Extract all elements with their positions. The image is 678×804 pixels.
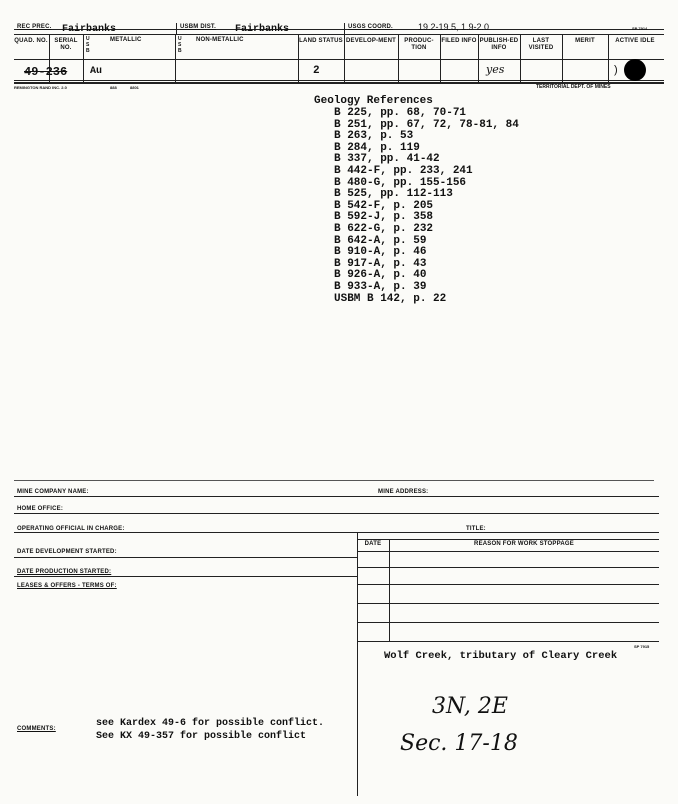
- reference-item: B 337, pp. 41-42: [334, 153, 440, 166]
- printer-code-1: 888: [110, 85, 117, 90]
- reference-item: B 542-F, p. 205: [334, 199, 434, 212]
- quad-no-label: QUAD. NO.: [14, 38, 48, 44]
- geology-references: [314, 94, 519, 305]
- reference-item: B 480-G, pp. 155-156: [334, 176, 467, 189]
- section-note: Sec. 17-18: [400, 731, 518, 756]
- development-label: DEVELOP-MENT: [345, 38, 397, 44]
- usbm-letters-2: U S B: [178, 36, 182, 54]
- rec-prec-label: REC PREC.: [17, 24, 52, 30]
- reference-item: B 622-G, p. 232: [334, 222, 434, 235]
- location-text: Wolf Creek, tributary of Cleary Creek: [384, 650, 618, 662]
- reference-item: B 642-A, p. 59: [334, 234, 427, 247]
- township-note: 3N, 2E: [432, 694, 508, 719]
- usbm-letters: U S B: [86, 36, 90, 54]
- reference-item: B 933-A, p. 39: [334, 280, 427, 293]
- active-idle-label: ACTIVE IDLE: [615, 38, 655, 44]
- usgs-coord-label: USGS COORD.: [348, 24, 393, 30]
- reference-item: B 442-F, pp. 233, 241: [334, 164, 473, 177]
- printer-code-2: 8801: [130, 85, 139, 90]
- mine-address-label: MINE ADDRESS:: [378, 489, 429, 495]
- reference-item: B 910-A, p. 46: [334, 246, 427, 259]
- agency-label: TERRITORIAL DEPT. OF MINES: [536, 84, 611, 90]
- comment-1: see Kardex 49-6 for possible conflict.: [96, 718, 325, 729]
- mine-company-label: MINE COMPANY NAME:: [17, 489, 89, 495]
- reference-item: B 525, pp. 112-113: [334, 188, 453, 201]
- usbm-dist-value: Fairbanks: [235, 24, 290, 35]
- comments-label: COMMENTS:: [17, 726, 56, 732]
- last-visited-label: LAST VISITED: [528, 38, 554, 51]
- active-check-mark: ): [614, 64, 618, 76]
- printer-note: REMINGTON RAND INC. 2.0: [14, 85, 67, 90]
- title-label: TITLE:: [466, 526, 486, 532]
- reference-item: B 251, pp. 67, 72, 78-81, 84: [334, 118, 519, 131]
- form-code: SP 7914: [632, 26, 648, 31]
- references-list: [314, 108, 519, 305]
- rec-prec-value: Fairbanks: [62, 24, 117, 35]
- usbm-dist-label: USBM DIST.: [180, 24, 217, 30]
- reference-item: USBM B 142, p. 22: [334, 292, 447, 305]
- usgs-coord-value: 19.2-19.5, 1.9-2.0: [418, 22, 490, 32]
- references-title: Geology References: [314, 95, 433, 107]
- metallic-label: METALLIC: [110, 37, 142, 43]
- reason-col-label: REASON FOR WORK STOPPAGE: [474, 541, 574, 547]
- prod-started-label: DATE PRODUCTION STARTED:: [17, 569, 112, 575]
- reference-item: B 592-J, p. 358: [334, 211, 434, 224]
- reference-item: B 917-A, p. 43: [334, 257, 427, 270]
- operating-official-label: OPERATING OFFICIAL IN CHARGE:: [17, 526, 125, 532]
- home-office-label: HOME OFFICE:: [17, 506, 64, 512]
- comment-2: See KX 49-357 for possible conflict: [96, 731, 307, 742]
- quad-serial-value: 49-236: [24, 65, 68, 79]
- land-status-label: LAND STATUS: [299, 38, 343, 44]
- form-code-2: SP 7915: [634, 644, 650, 649]
- filed-info-label: FILED INFO: [441, 38, 477, 44]
- reference-item: B 926-A, p. 40: [334, 269, 427, 282]
- published-info-label: PUBLISH-ED INFO: [479, 38, 519, 51]
- reference-item: B 284, p. 119: [334, 141, 420, 154]
- reference-item: B 225, pp. 68, 70-71: [334, 107, 467, 119]
- land-status-value: 2: [313, 65, 320, 77]
- non-metallic-label: NON-METALLIC: [196, 37, 244, 43]
- metallic-value: Au: [90, 66, 103, 77]
- published-info-value: yes: [486, 63, 505, 76]
- dev-started-label: DATE DEVELOPMENT STARTED:: [17, 549, 117, 555]
- merit-label: MERIT: [575, 38, 595, 44]
- active-indicator-dot: [624, 59, 646, 81]
- production-label: PRODUC-TION: [404, 38, 434, 51]
- reference-item: B 263, p. 53: [334, 130, 414, 143]
- date-col-label: DATE: [364, 541, 382, 547]
- leases-label: LEASES & OFFERS - TERMS OF:: [17, 583, 117, 589]
- serial-no-label: SERIAL NO.: [54, 38, 78, 51]
